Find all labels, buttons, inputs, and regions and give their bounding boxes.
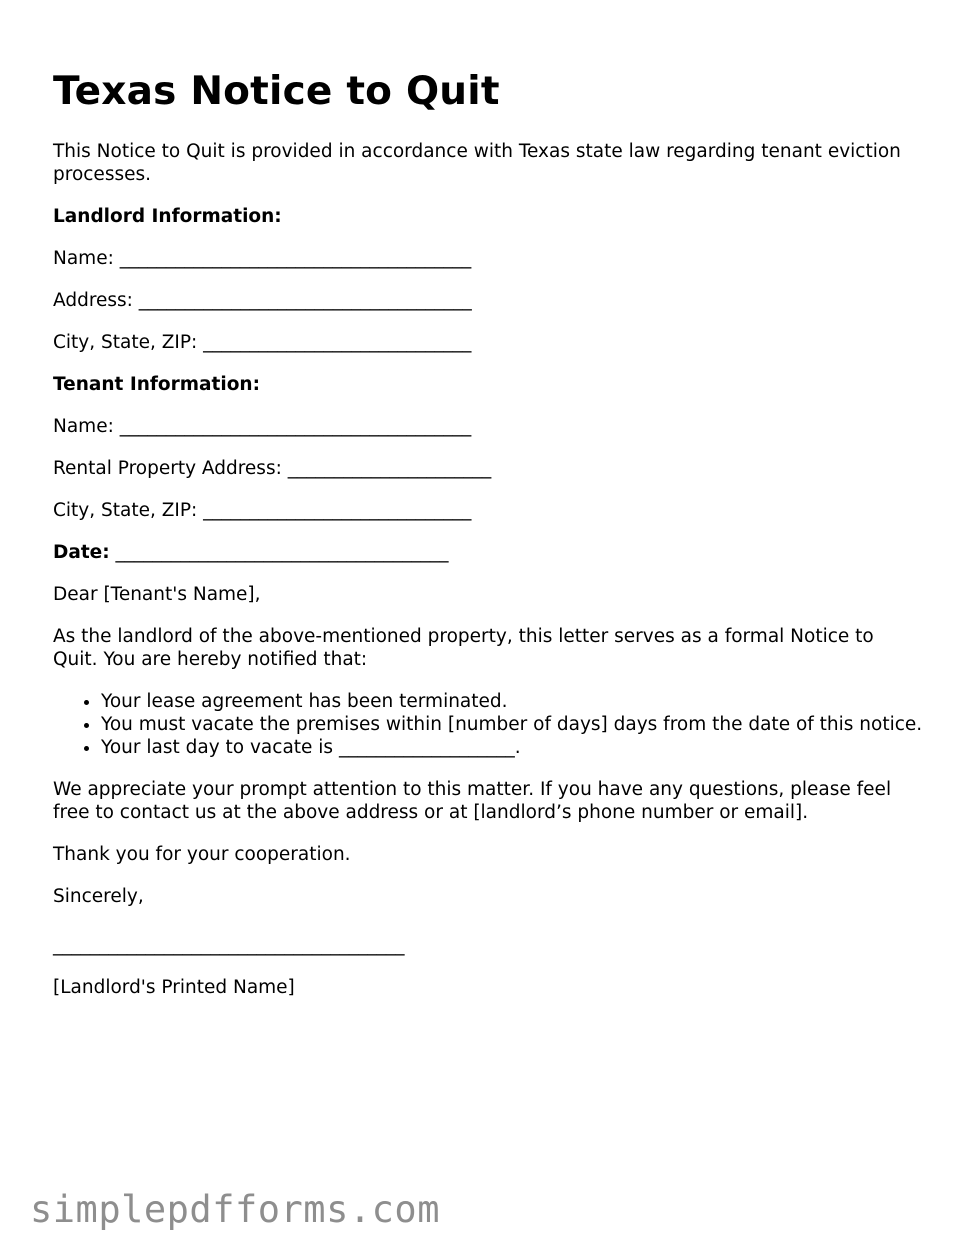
salutation: Dear [Tenant's Name], <box>53 584 261 605</box>
tenant-name-field: Name: ______________________________________ <box>53 416 472 437</box>
tenant-address-field: Rental Property Address: ______________________ <box>53 458 492 479</box>
tenant-heading: Tenant Information: <box>53 374 260 395</box>
thanks-line: Thank you for your cooperation. <box>53 844 351 865</box>
document-page <box>53 70 923 999</box>
printed-name: [Landlord's Printed Name] <box>53 977 295 998</box>
list-item: • Your lease agreement has been terminated. <box>101 690 923 713</box>
body-paragraph-2: We appreciate your prompt attention to this matter. If you have any questions, please feel free to contact us at the above address or at [landlord’s phone number or email]. <box>53 779 892 823</box>
signature-line: ______________________________________ <box>53 935 405 956</box>
date-label: Date: <box>53 542 110 563</box>
landlord-address-field: Address: ____________________________________ <box>53 290 472 311</box>
tenant-city-field: City, State, ZIP: _____________________________ <box>53 500 472 521</box>
notice-list <box>53 690 923 759</box>
intro-paragraph: This Notice to Quit is provided in accordance with Texas state law regarding tenant eviction processes. <box>53 141 901 185</box>
date-field <box>53 541 923 564</box>
watermark: simplepdfforms.com <box>30 1188 440 1231</box>
landlord-name-field: Name: ______________________________________ <box>53 248 472 269</box>
landlord-heading: Landlord Information: <box>53 206 282 227</box>
page-title: Texas Notice to Quit <box>53 69 500 114</box>
body-paragraph-1: As the landlord of the above-mentioned property, this letter serves as a formal Notice to Quit. You are hereby notified that: <box>53 626 874 670</box>
list-item: • Your last day to vacate is ___________________. <box>101 736 923 759</box>
closing-line: Sincerely, <box>53 886 144 907</box>
landlord-city-field: City, State, ZIP: _____________________________ <box>53 332 472 353</box>
list-item: • You must vacate the premises within [number of days] days from the date of this notice. <box>101 713 923 736</box>
date-line: ____________________________________ <box>109 542 449 563</box>
